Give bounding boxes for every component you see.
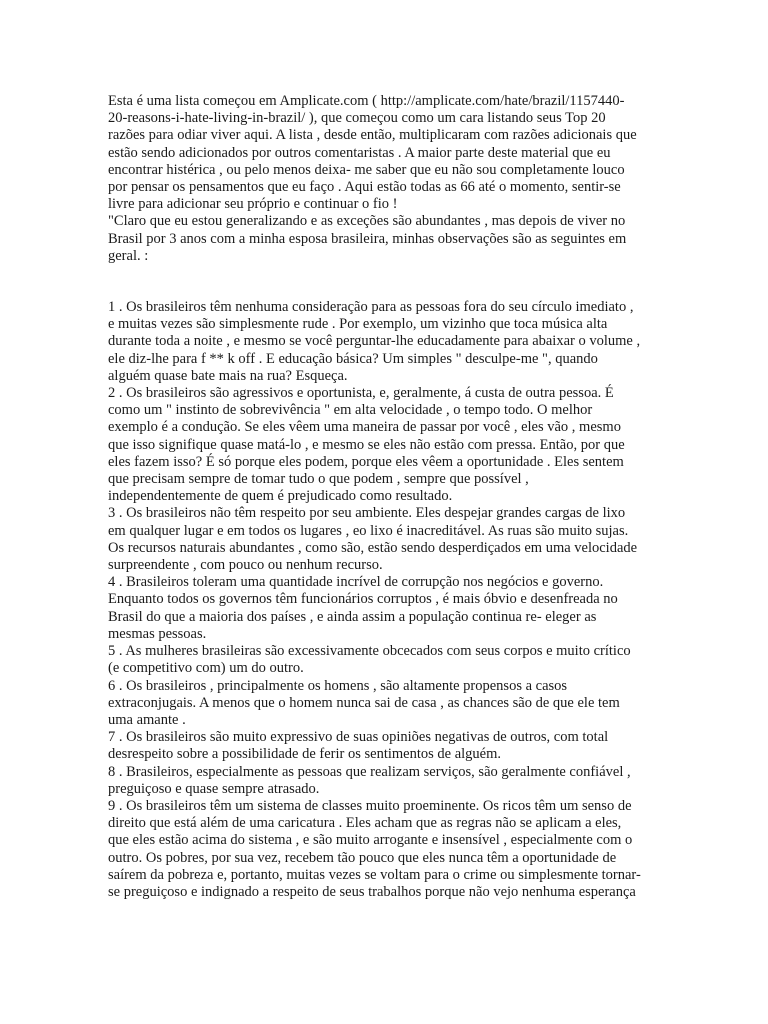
text-line: Os recursos naturais abundantes , como são, estão sendo desperdiçados em uma velocidade bbox=[108, 539, 638, 556]
text-line: Brasil por 3 anos com a minha esposa brasileira, minhas observações são as seguintes em bbox=[108, 230, 627, 247]
text-line: independentemente de quem é prejudicado como resultado. bbox=[108, 488, 453, 505]
text-line: 5 . As mulheres brasileiras são excessivamente obcecados com seus corpos e muito crítico bbox=[108, 643, 631, 660]
text-line: 20-reasons-i-hate-living-in-brazil/ ), que começou como um cara listando seus Top 20 bbox=[108, 110, 606, 127]
text-line: 9 . Os brasileiros têm um sistema de classes muito proeminente. Os ricos têm um senso de bbox=[108, 797, 632, 814]
text-line: exemplo é a condução. Se eles vêem uma maneira de passar por você , eles vão , mesmo bbox=[108, 419, 621, 436]
text-line: Esta é uma lista começou em Amplicate.com ( http://amplicate.com/hate/brazil/1157440- bbox=[108, 93, 625, 109]
text-line: 7 . Os brasileiros são muito expressivo de suas opiniões negativas de outros, com total bbox=[108, 729, 609, 746]
text-line: livre para adicionar seu próprio e continuar o fio ! bbox=[108, 196, 398, 213]
text-line: eles fazem isso? É só porque eles podem, porque eles vêem a oportunidade . Eles sentem bbox=[108, 453, 624, 470]
text-line: alguém quase bate mais na rua? Esqueça. bbox=[108, 367, 348, 384]
document-body bbox=[108, 93, 668, 901]
text-line: uma amante . bbox=[108, 711, 186, 728]
text-line: (e competitivo com) um do outro. bbox=[108, 660, 304, 677]
text-line: geral. : bbox=[108, 247, 149, 264]
text-line: extraconjugais. A menos que o homem nunca sai de casa , as chances são de que ele tem bbox=[108, 694, 620, 711]
text-line: desrespeito sobre a possibilidade de ferir os sentimentos de alguém. bbox=[108, 746, 502, 763]
text-line: 6 . Os brasileiros , principalmente os homens , são altamente propensos a casos bbox=[108, 677, 568, 694]
paragraph-gap bbox=[108, 265, 668, 299]
text-line: durante toda a noite , e mesmo se você perguntar-lhe educadamente para abaixar o volume , bbox=[108, 333, 641, 350]
text-line: ele diz-lhe para f ** k off . E educação básica? Um simples " desculpe-me ", quando bbox=[108, 350, 598, 367]
text-line: por pensar os pensamentos que eu faço . Aqui estão todas as 66 até o momento, sentir-se bbox=[108, 179, 621, 196]
text-line: 3 . Os brasileiros não têm respeito por seu ambiente. Eles despejar grandes cargas de lixo bbox=[108, 505, 626, 522]
text-line: razões para odiar viver aqui. A lista , desde então, multiplicaram com razões adicionais que bbox=[108, 127, 637, 144]
intro-paragraph bbox=[108, 93, 668, 265]
text-line: 8 . Brasileiros, especialmente as pessoas que realizam serviços, são geralmente confiável , bbox=[108, 763, 631, 780]
text-line: em qualquer lugar e em todos os lugares , eo lixo é inacreditável. As ruas são muito sujas. bbox=[108, 522, 629, 539]
text-line: Brasil do que a maioria dos países , e ainda assim a população continua re- eleger as bbox=[108, 608, 597, 625]
text-line: "Claro que eu estou generalizando e as exceções são abundantes , mas depois de viver no bbox=[108, 213, 626, 230]
text-line: e muitas vezes são simplesmente rude . Por exemplo, um vizinho que toca música alta bbox=[108, 316, 608, 333]
text-line: que eles estão acima do sistema , e são muito arrogante e insensível , especialmente com o bbox=[108, 832, 633, 849]
text-line: como um " instinto de sobrevivência " em alta velocidade , o tempo todo. O melhor bbox=[108, 402, 593, 419]
text-line: estão sendo adicionados por outros comentaristas . A maior parte deste material que eu bbox=[108, 144, 611, 161]
text-line: encontrar histérica , ou pelo menos deixa- me saber que eu não sou completamente louco bbox=[108, 161, 625, 178]
text-line: que precisam sempre de tomar tudo o que podem , sempre que possível , bbox=[108, 471, 529, 488]
text-line: que isso signifique quase matá-lo , e mesmo se eles não estão com pressa. Então, por que bbox=[108, 436, 625, 453]
text-line: 2 . Os brasileiros são agressivos e oportunista, e, geralmente, á custa de outra pessoa. É bbox=[108, 385, 614, 402]
text-line: Enquanto todos os governos têm funcionários corruptos , é mais óbvio e desenfreada no bbox=[108, 591, 618, 608]
text-line: surpreendente , com pouco ou nenhum recurso. bbox=[108, 557, 383, 574]
text-line: saírem da pobreza e, portanto, muitas vezes se voltam para o crime ou simplesmente tornar- bbox=[108, 866, 641, 883]
text-line: se preguiçoso e indignado a respeito de seus trabalhos porque não vejo nenhuma esperança bbox=[108, 883, 636, 900]
text-line: 1 . Os brasileiros têm nenhuma consideração para as pessoas fora do seu círculo imediato , bbox=[108, 299, 634, 316]
text-line: outro. Os pobres, por sua vez, recebem tão pouco que eles nunca têm a oportunidade de bbox=[108, 849, 617, 866]
text-line: preguiçoso e quase sempre atrasado. bbox=[108, 780, 320, 797]
reasons-list bbox=[108, 299, 668, 901]
text-line: direito que está além de uma caricatura . Eles acham que as regras não se aplicam a eles, bbox=[108, 815, 622, 832]
text-line: 4 . Brasileiros toleram uma quantidade incrível de corrupção nos negócios e governo. bbox=[108, 574, 604, 591]
text-line: mesmas pessoas. bbox=[108, 625, 207, 642]
